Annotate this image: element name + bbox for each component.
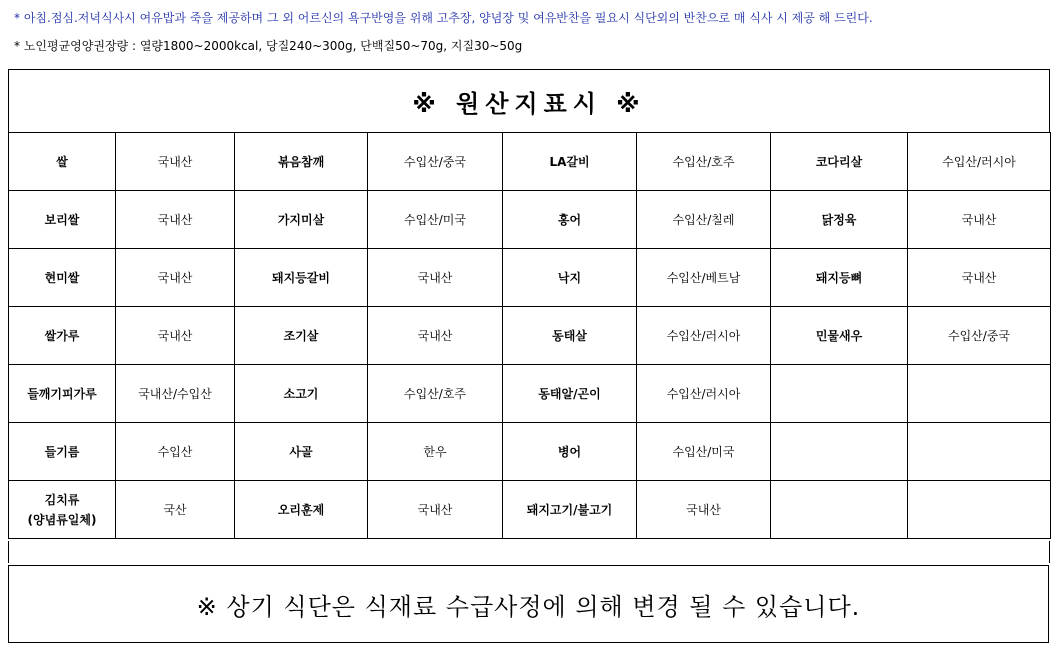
food-item-cell: 사골 bbox=[235, 423, 368, 481]
origin-cell: 국내산 bbox=[368, 249, 503, 307]
food-item-cell: 김치류 (양념류일체) bbox=[9, 481, 116, 539]
food-item-cell: 현미쌀 bbox=[9, 249, 116, 307]
origin-cell: 국내산/수입산 bbox=[116, 365, 235, 423]
origin-cell: 한우 bbox=[368, 423, 503, 481]
origin-cell bbox=[908, 365, 1051, 423]
food-item-cell: 들기름 bbox=[9, 423, 116, 481]
origin-cell: 국내산 bbox=[908, 249, 1051, 307]
table-row bbox=[9, 481, 1051, 539]
table-spacer bbox=[8, 541, 1050, 563]
food-item-cell: 홍어 bbox=[503, 191, 637, 249]
origin-cell: 수입산/호주 bbox=[368, 365, 503, 423]
origin-cell: 국내산 bbox=[637, 481, 771, 539]
origin-cell: 국내산 bbox=[116, 307, 235, 365]
origin-cell: 국내산 bbox=[116, 249, 235, 307]
food-item-cell: 민물새우 bbox=[771, 307, 908, 365]
food-item-cell: 소고기 bbox=[235, 365, 368, 423]
nutrition-note: * 노인평균영양권장량 : 열량1800~2000kcal, 당질240~300g, 단백질50~70g, 지질30~50g bbox=[14, 39, 523, 53]
table-row bbox=[9, 307, 1051, 365]
food-item-cell: 쌀 bbox=[9, 133, 116, 191]
table-row bbox=[9, 249, 1051, 307]
origin-cell bbox=[908, 423, 1051, 481]
food-item-cell: 오리훈제 bbox=[235, 481, 368, 539]
food-item-cell: 보리쌀 bbox=[9, 191, 116, 249]
food-item-cell bbox=[771, 365, 908, 423]
origin-cell bbox=[908, 481, 1051, 539]
food-item-cell: 쌀가루 bbox=[9, 307, 116, 365]
food-item-cell bbox=[771, 423, 908, 481]
food-item-cell: 돼지등뼈 bbox=[771, 249, 908, 307]
origin-cell: 수입산/러시아 bbox=[637, 307, 771, 365]
origin-cell: 수입산/칠레 bbox=[637, 191, 771, 249]
origin-table bbox=[8, 132, 1051, 539]
table-row bbox=[9, 133, 1051, 191]
food-item-cell: 볶음참깨 bbox=[235, 133, 368, 191]
table-row bbox=[9, 423, 1051, 481]
origin-cell: 국내산 bbox=[116, 191, 235, 249]
origin-cell: 국내산 bbox=[368, 307, 503, 365]
food-item-cell bbox=[771, 481, 908, 539]
food-item-cell: LA갈비 bbox=[503, 133, 637, 191]
food-item-cell: 돼지등갈비 bbox=[235, 249, 368, 307]
food-item-cell: 낙지 bbox=[503, 249, 637, 307]
origin-cell: 국내산 bbox=[368, 481, 503, 539]
origin-cell: 수입산/베트남 bbox=[637, 249, 771, 307]
origin-title: ※ 원산지표시 ※ bbox=[8, 69, 1050, 132]
food-item-cell: 동태알/곤이 bbox=[503, 365, 637, 423]
meal-note: * 아침.점심.저녁식사시 여유밥과 죽을 제공하며 그 외 어르신의 욕구반영을 위해 고추장, 양념장 및 여유반찬을 필요시 식단외의 반찬으로 매 식사 시 제공 해 드린다. bbox=[14, 11, 873, 25]
origin-cell: 국내산 bbox=[908, 191, 1051, 249]
table-row bbox=[9, 191, 1051, 249]
change-notice: ※ 상기 식단은 식재료 수급사정에 의해 변경 될 수 있습니다. bbox=[8, 565, 1049, 643]
origin-cell: 수입산/러시아 bbox=[908, 133, 1051, 191]
food-item-cell: 돼지고기/불고기 bbox=[503, 481, 637, 539]
origin-cell: 수입산/미국 bbox=[637, 423, 771, 481]
origin-cell: 수입산/중국 bbox=[908, 307, 1051, 365]
food-item-cell: 조기살 bbox=[235, 307, 368, 365]
origin-cell: 국내산 bbox=[116, 133, 235, 191]
food-item-cell: 가지미살 bbox=[235, 191, 368, 249]
origin-cell: 국산 bbox=[116, 481, 235, 539]
food-item-cell: 닭정육 bbox=[771, 191, 908, 249]
origin-cell: 수입산 bbox=[116, 423, 235, 481]
food-item-cell: 코다리살 bbox=[771, 133, 908, 191]
food-item-cell: 들깨기피가루 bbox=[9, 365, 116, 423]
origin-cell: 수입산/미국 bbox=[368, 191, 503, 249]
origin-cell: 수입산/중국 bbox=[368, 133, 503, 191]
origin-cell: 수입산/호주 bbox=[637, 133, 771, 191]
table-row bbox=[9, 365, 1051, 423]
origin-cell: 수입산/러시아 bbox=[637, 365, 771, 423]
food-item-cell: 병어 bbox=[503, 423, 637, 481]
food-item-cell: 동태살 bbox=[503, 307, 637, 365]
